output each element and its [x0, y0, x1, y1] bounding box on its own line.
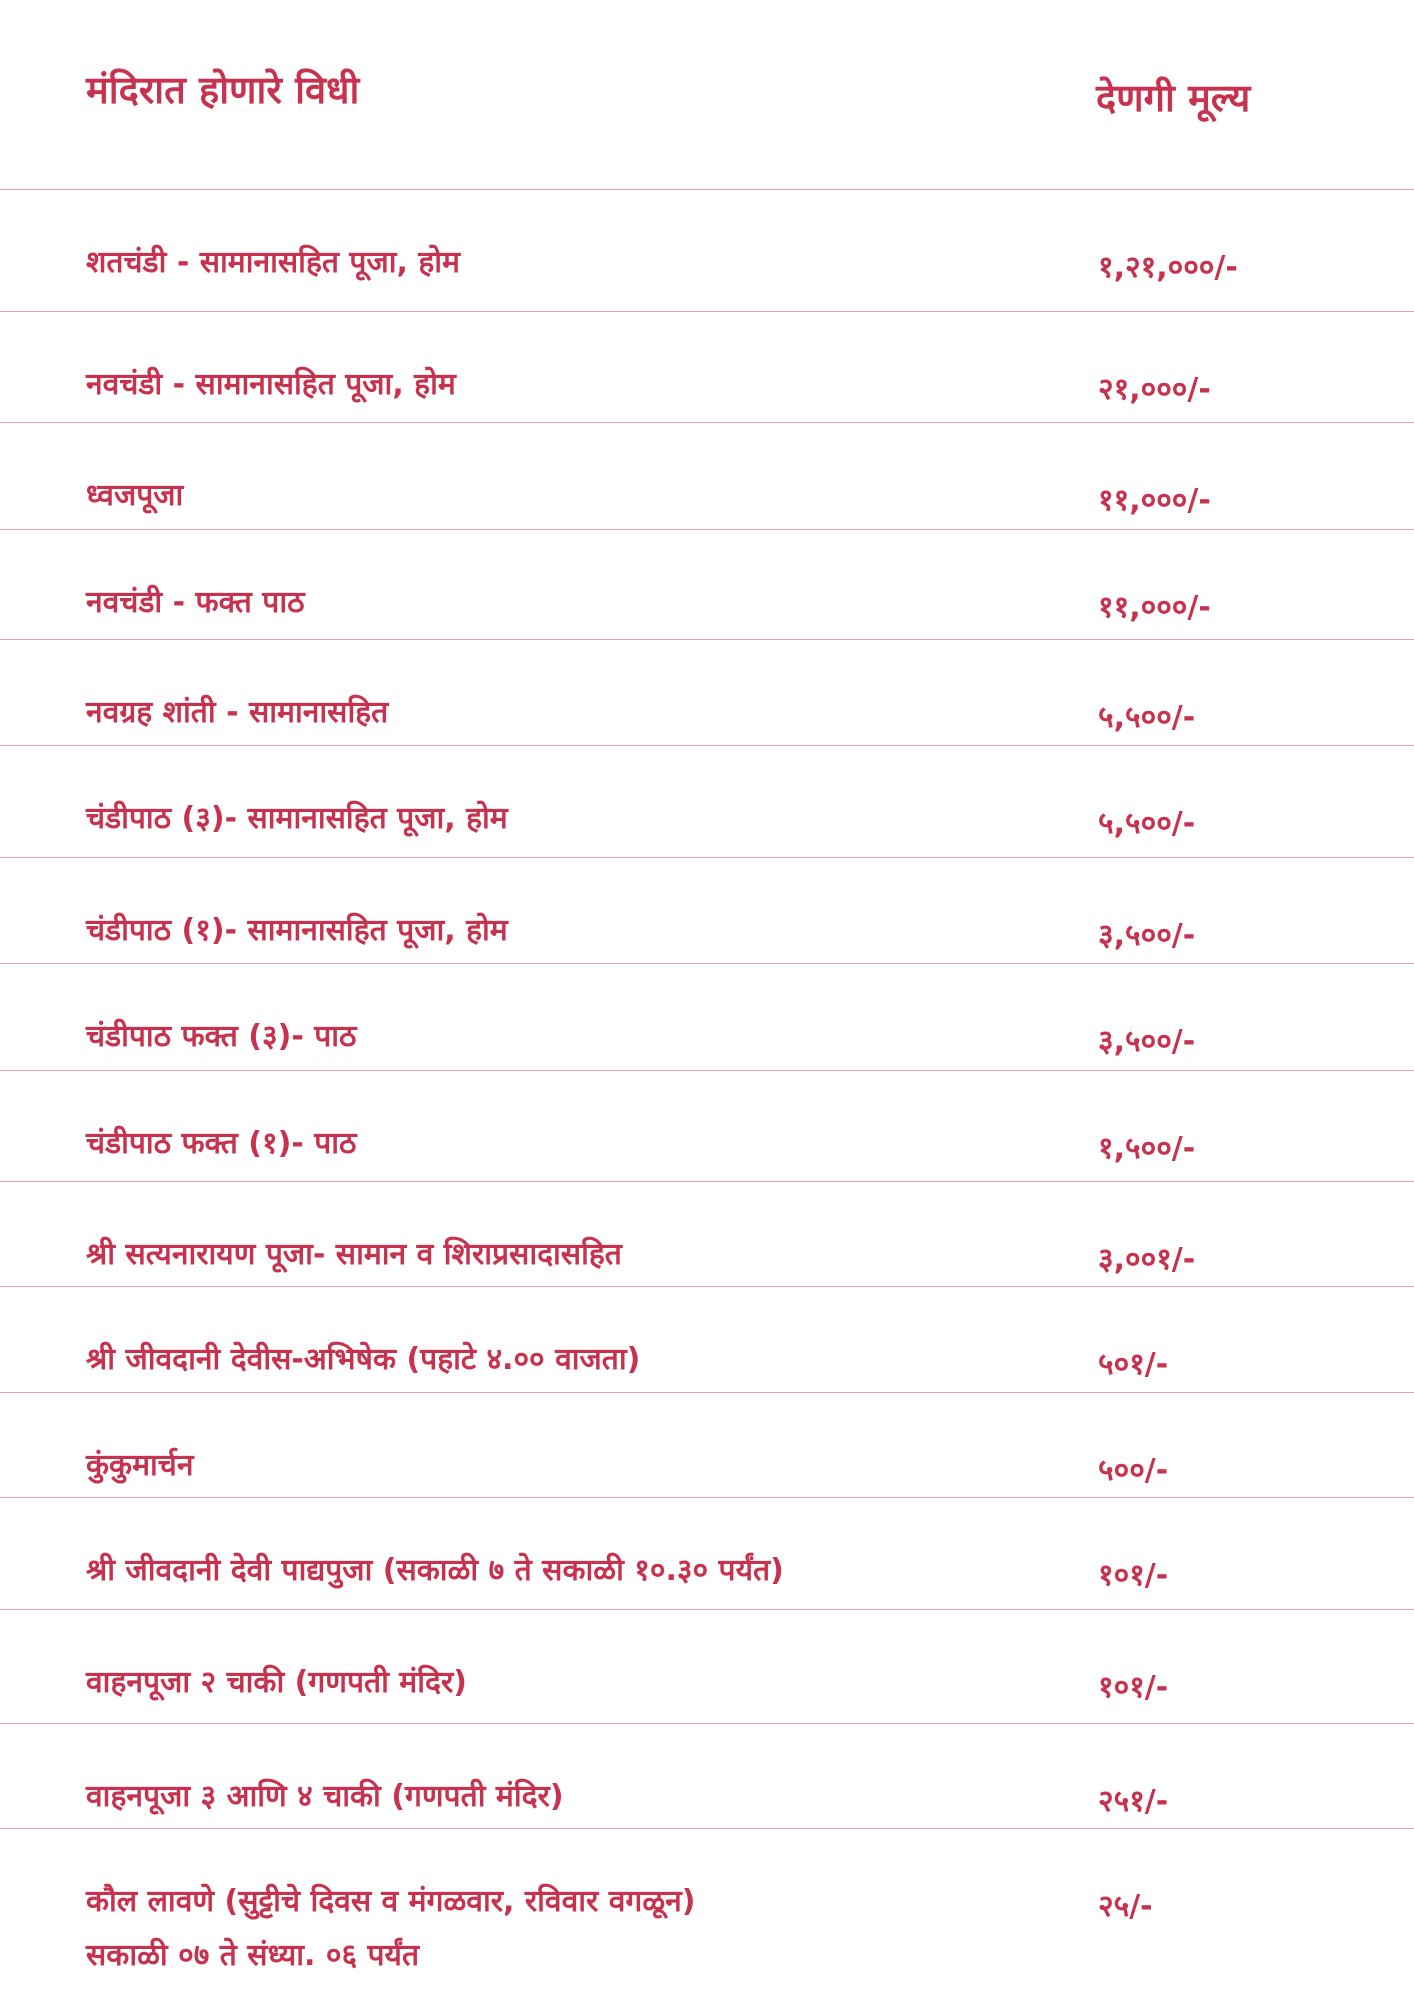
service-name: नवग्रह शांती - सामानासहित	[86, 695, 389, 730]
service-name: नवचंडी - सामानासहित पूजा, होम	[86, 367, 456, 402]
service-name: ध्वजपूजा	[86, 478, 184, 513]
table-row	[0, 1610, 1414, 1724]
table-row	[0, 1393, 1414, 1498]
service-name: शतचंडी - सामानासहित पूजा, होम	[86, 245, 460, 280]
price-column-header: देणगी मूल्य	[1096, 76, 1251, 120]
table-row	[0, 1182, 1414, 1287]
donation-amount: ३,००१/-	[1098, 1242, 1196, 1277]
table-row	[0, 312, 1414, 423]
service-name: चंडीपाठ फक्त (३)- पाठ	[86, 1019, 357, 1054]
service-name: वाहनपूजा २ चाकी (गणपती मंदिर)	[86, 1665, 467, 1700]
table-row	[0, 858, 1414, 964]
donation-amount: १०१/-	[1098, 1558, 1169, 1593]
donation-amount: ११,०००/-	[1098, 483, 1211, 518]
table-row	[0, 640, 1414, 746]
table-row	[0, 423, 1414, 530]
donation-amount: २१,०००/-	[1098, 372, 1211, 407]
donation-amount: ५०१/-	[1098, 1347, 1169, 1382]
service-name: श्री सत्यनारायण पूजा- सामान व शिराप्रसादासहित	[86, 1237, 622, 1272]
table-row	[0, 1829, 1414, 1983]
table-row	[0, 1498, 1414, 1610]
service-name: श्री जीवदानी देवीस-अभिषेक (पहाटे ४.०० वाजता)	[86, 1342, 641, 1377]
donation-amount: ११,०००/-	[1098, 590, 1211, 625]
table-row	[0, 1071, 1414, 1182]
service-name: नवचंडी - फक्त पाठ	[86, 585, 305, 620]
donation-amount: ५,५००/-	[1098, 700, 1196, 735]
donation-amount: ५००/-	[1098, 1453, 1169, 1488]
donation-amount: ३,५००/-	[1098, 918, 1196, 953]
table-row	[0, 1724, 1414, 1829]
service-name: श्री जीवदानी देवी पाद्यपुजा (सकाळी ७ ते सकाळी १०.३० पर्यंत)	[86, 1553, 784, 1588]
donation-amount: ३,५००/-	[1098, 1024, 1196, 1059]
donation-amount: १,२१,०००/-	[1098, 250, 1238, 285]
service-name: चंडीपाठ (३)- सामानासहित पूजा, होम	[86, 801, 508, 836]
table-row	[0, 746, 1414, 858]
donation-amount: १,५००/-	[1098, 1131, 1196, 1166]
table-header	[0, 0, 1414, 190]
service-column-header: मंदिरात होणारे विधी	[86, 68, 360, 112]
table-row	[0, 1287, 1414, 1393]
service-name: वाहनपूजा ३ आणि ४ चाकी (गणपती मंदिर)	[86, 1779, 564, 1814]
service-name: कुंकुमार्चन	[86, 1448, 194, 1483]
donation-amount: १०१/-	[1098, 1670, 1169, 1705]
service-name: कौल लावणे (सुट्टीचे दिवस व मंगळवार, रविवार वगळून) सकाळी ०७ ते संध्या. ०६ पर्यंत	[86, 1884, 696, 1973]
donation-amount: २५१/-	[1098, 1784, 1169, 1819]
table-row	[0, 964, 1414, 1071]
table-row	[0, 190, 1414, 312]
table-row	[0, 530, 1414, 640]
donation-amount: २५/-	[1098, 1889, 1153, 1924]
service-name: चंडीपाठ फक्त (१)- पाठ	[86, 1126, 357, 1161]
donation-amount: ५,५००/-	[1098, 806, 1196, 841]
services-table	[0, 190, 1414, 1983]
service-name: चंडीपाठ (१)- सामानासहित पूजा, होम	[86, 913, 508, 948]
